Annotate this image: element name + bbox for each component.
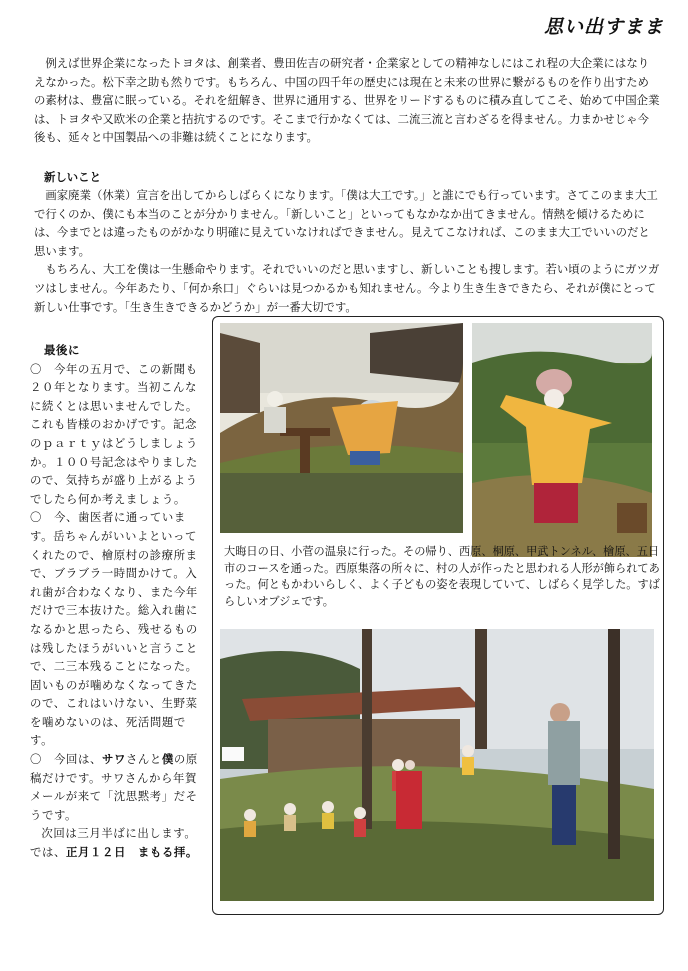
intro-paragraph: 例えば世界企業になったトヨタは、創業者、豊田佐吉の研究者・企業家としての精神なしにはこれ程の大企業にはなりえなかった。松下幸之助も然りです。もちろん、中国の四千年の歴史には現在と未来の世界に繋がるものを作り出すための素材は、豊富に眠っている。それを紐解き、世界に通用する、世界をリードするものに積み直してこそ、始めて中国企業は、トヨタや又欧米の企業と拮抗するのです。そこまで行かなくては、二流三流と言わざるを得ません。力まかせじゃ今後も、延々と中国製品への非難は続くことになります。 bbox=[34, 56, 660, 145]
signoff-pre: では、 bbox=[30, 845, 66, 860]
last-item-2: 〇 今、歯医者に通っています。岳ちゃんがいいよといってくれたので、檜原村の診療所まで、ブラブラ一時間かけて。入れ歯が合わなくなり、また今年だけで三本抜けた。総入れ歯になるかと思ったら、残せるものは残したほうがいいと言うことで、二三本残ることになった。固いものが噛めなくなってきたので、これはいけない、生野菜を噛めないのは、死活問題です。 bbox=[30, 510, 198, 748]
photo-village-scene bbox=[220, 629, 654, 901]
next-issue-note: 次回は三月半ばに出します。 bbox=[41, 826, 197, 841]
section-heading-last: 最後に bbox=[44, 343, 80, 357]
section-new-paragraph-1: 画家廃業（休業）宣言を出してからしばらくになります。「僕は大工です。」と誰にでも行っています。さてこのまま大工で行くのか、僕にも本当のことが分かりません。「新しいこと」といってもなかなか出てきません。情熱を傾けるためには、今までとは違ったものがかなり明確に見えていなければできません。見えてこなければ、このまま大工でいいのだと思います。 bbox=[34, 188, 658, 258]
last-item-1: 〇 今年の五月で、この新聞も２０年となります。当初こんなに続くとは思いませんでした。これも皆様のおかげです。記念のｐａｒｔｙはどうしましょうか。１００号記念はやりましたので、気持ちが盛り上がるようでしたら何か考えましょう。 bbox=[30, 361, 198, 506]
last-item-3 bbox=[30, 750, 206, 824]
last-item-3-name1: サワ bbox=[101, 752, 126, 767]
last-item-3-pre: 〇 今回は、 bbox=[30, 752, 102, 767]
photo-caption: 大晦日の日、小菅の温泉に行った。その帰り、西原、桐原、甲武トンネル、檜原、五日市のコースを通った。西原集落の所々に、村の人が作ったと思われる人形が飾られてあった。何ともかわいらしく、よく子どもの姿を表現していて、しばらく見学した。すばらしいオブジェです。 bbox=[224, 545, 660, 608]
last-item-3-name2: 僕 bbox=[161, 752, 174, 767]
last-item-3-mid: さんと bbox=[125, 752, 162, 767]
page-title: 思い出すまま bbox=[543, 16, 664, 38]
photo-scarecrow-orange bbox=[472, 323, 652, 557]
section-new-body bbox=[34, 186, 660, 316]
last-column bbox=[30, 341, 206, 862]
signoff bbox=[30, 843, 206, 862]
last-item-3-post: の原稿だけです。サワさんから年賀メールが来て「沈思黙考」だそうです。 bbox=[30, 752, 198, 822]
section-heading-new: 新しいこと bbox=[44, 170, 101, 184]
signoff-name: 正月１２日 まもる拝。 bbox=[65, 845, 198, 860]
photo-scarecrows-bench bbox=[220, 323, 463, 533]
section-new-paragraph-2: もちろん、大工を僕は一生懸命やります。それでいいのだと思いますし、新しいことも捜します。若い頃のようにガツガツはしません。今年あたり、「何か糸口」ぐらいは見つかるかも知れません。今より生き生きできたら、それが僕にとって新しい仕事です。「生き生きできるかどうか」が一番大切です。 bbox=[34, 262, 660, 314]
